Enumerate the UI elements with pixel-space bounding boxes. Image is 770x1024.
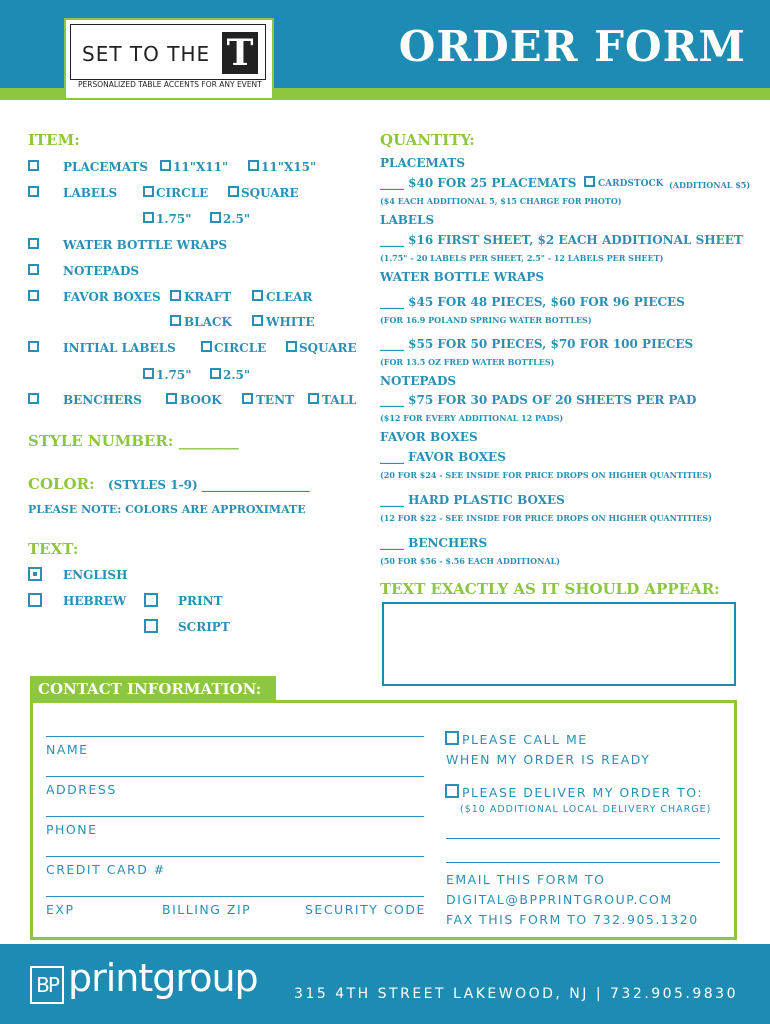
footer-address: 315 4TH STREET LAKEWOOD, NJ | 732.905.9830 <box>294 986 738 1002</box>
script-checkbox[interactable] <box>144 619 158 633</box>
print-checkbox[interactable] <box>144 593 158 607</box>
q-wraps-note-1: (FOR 16.9 POLAND SPRING WATER BOTTLES) <box>380 315 592 325</box>
white-label: WHITE <box>266 315 315 329</box>
q-placemats-heading: PLACEMATS <box>380 156 466 170</box>
initial-circle-label: CIRCLE <box>214 341 267 355</box>
q-labels-heading: LABELS <box>380 213 435 227</box>
clear-label: CLEAR <box>266 290 313 304</box>
phone-label: PHONE <box>46 822 98 837</box>
q-wraps-heading: WATER BOTTLE WRAPS <box>380 270 545 284</box>
placemats-label: PLACEMATS <box>63 160 149 174</box>
labels-25-label: 2.5" <box>223 212 251 226</box>
security-code-label: SECURITY CODE <box>305 902 426 917</box>
initial-labels-checkbox[interactable] <box>28 341 39 352</box>
initial-25-checkbox[interactable] <box>210 368 221 379</box>
initial-circle-checkbox[interactable] <box>201 341 212 352</box>
initial-square-label: SQUARE <box>299 341 357 355</box>
q-notepads-heading: NOTEPADS <box>380 374 457 388</box>
initial-25-label: 2.5" <box>223 368 251 382</box>
q-notepads-note: ($12 FOR EVERY ADDITIONAL 12 PADS) <box>380 413 564 423</box>
q-labels-note: (1.75" - 20 LABELS PER SHEET, 2.5" - 12 LABELS PER SHEET) <box>380 253 664 263</box>
style-number-field[interactable]: STYLE NUMBER: ________ <box>28 432 239 450</box>
notepads-label: NOTEPADS <box>63 264 140 278</box>
notepads-checkbox[interactable] <box>28 264 39 275</box>
q-wraps-price-1[interactable]: ____ $45 FOR 48 PIECES, $60 FOR 96 PIECES <box>380 295 685 309</box>
cardstock-label: CARDSTOCK <box>598 179 664 189</box>
credit-card-label: CREDIT CARD # <box>46 862 166 877</box>
call-me-line-2: WHEN MY ORDER IS READY <box>446 752 651 767</box>
english-label: ENGLISH <box>63 568 128 582</box>
logo-letter: T <box>222 32 258 74</box>
labels-square-label: SQUARE <box>241 186 299 200</box>
address-line[interactable] <box>46 776 424 777</box>
labels-175-checkbox[interactable] <box>143 212 154 223</box>
initial-175-checkbox[interactable] <box>143 368 154 379</box>
name-label: NAME <box>46 742 89 757</box>
clear-checkbox[interactable] <box>252 290 263 301</box>
hebrew-checkbox[interactable] <box>28 593 42 607</box>
q-placemats-price[interactable]: ____ $40 FOR 25 PLACEMATS <box>380 176 577 190</box>
size-11x15-label: 11"X15" <box>261 160 317 174</box>
script-label: SCRIPT <box>178 620 230 634</box>
black-label: BLACK <box>184 315 232 329</box>
email-address[interactable]: DIGITAL@BPPRINTGROUP.COM <box>446 892 673 907</box>
deliver-label: PLEASE DELIVER MY ORDER TO: <box>462 785 704 800</box>
tall-checkbox[interactable] <box>308 393 319 404</box>
labels-circle-label: CIRCLE <box>156 186 209 200</box>
favor-boxes-checkbox[interactable] <box>28 290 39 301</box>
kraft-label: KRAFT <box>184 290 232 304</box>
labels-circle-checkbox[interactable] <box>143 186 154 197</box>
tall-label: TALL <box>322 393 357 407</box>
billing-zip-label: BILLING ZIP <box>162 902 252 917</box>
q-favor-note-2: (12 FOR $22 - SEE INSIDE FOR PRICE DROPS ON HIGHER QUANTITIES) <box>380 513 712 523</box>
credit-card-line[interactable] <box>46 856 424 857</box>
call-me-checkbox[interactable] <box>445 731 459 745</box>
wraps-checkbox[interactable] <box>28 238 39 249</box>
favor-boxes-label: FAVOR BOXES <box>63 290 161 304</box>
labels-175-label: 1.75" <box>156 212 192 226</box>
size-11x11-label: 11"X11" <box>173 160 229 174</box>
fax-line: FAX THIS FORM TO 732.905.1320 <box>446 912 699 927</box>
color-label: COLOR: <box>28 475 95 493</box>
q-favor-price-1[interactable]: ____ FAVOR BOXES <box>380 450 506 464</box>
book-label: BOOK <box>180 393 222 407</box>
bp-logo-name: printgroup <box>68 956 258 1000</box>
initial-labels-label: INITIAL LABELS <box>63 341 176 355</box>
kraft-checkbox[interactable] <box>170 290 181 301</box>
logo-tagline: PERSONALIZED TABLE ACCENTS FOR ANY EVENT <box>78 80 262 89</box>
page-title: ORDER FORM <box>398 22 746 71</box>
text-exactly-box[interactable] <box>382 602 736 686</box>
hebrew-label: HEBREW <box>63 594 127 608</box>
cardstock-checkbox[interactable] <box>584 176 595 187</box>
deliver-line-1[interactable] <box>446 838 720 839</box>
q-benchers-note: (50 FOR $56 - $.56 EACH ADDITIONAL) <box>380 556 561 566</box>
benchers-checkbox[interactable] <box>28 393 39 404</box>
labels-25-checkbox[interactable] <box>210 212 221 223</box>
labels-square-checkbox[interactable] <box>228 186 239 197</box>
deliver-checkbox[interactable] <box>445 784 459 798</box>
q-wraps-price-2[interactable]: ____ $55 FOR 50 PIECES, $70 FOR 100 PIECES <box>380 337 694 351</box>
name-line[interactable] <box>46 736 424 737</box>
size-11x15-checkbox[interactable] <box>248 160 259 171</box>
initial-square-checkbox[interactable] <box>286 341 297 352</box>
black-checkbox[interactable] <box>170 315 181 326</box>
deliver-line-2[interactable] <box>446 862 720 863</box>
logo-text: SET TO THE <box>82 42 211 66</box>
quantity-heading: QUANTITY: <box>380 131 475 149</box>
phone-line[interactable] <box>46 816 424 817</box>
labels-checkbox[interactable] <box>28 186 39 197</box>
placemats-checkbox[interactable] <box>28 160 39 171</box>
tent-label: TENT <box>256 393 294 407</box>
q-placemats-note: ($4 EACH ADDITIONAL 5, $15 CHARGE FOR PHOTO) <box>380 196 622 206</box>
text-exactly-heading: TEXT EXACTLY AS IT SHOULD APPEAR: <box>380 580 720 598</box>
q-labels-price[interactable]: ____ $16 FIRST SHEET, $2 EACH ADDITIONAL SHEET <box>380 233 743 247</box>
tent-checkbox[interactable] <box>242 393 253 404</box>
deliver-note: ($10 ADDITIONAL LOCAL DELIVERY CHARGE) <box>460 804 712 815</box>
size-11x11-checkbox[interactable] <box>160 160 171 171</box>
color-field[interactable]: (STYLES 1-9) __________________ <box>108 478 310 492</box>
call-me-line-1: PLEASE CALL ME <box>462 732 588 747</box>
labels-label: LABELS <box>63 186 118 200</box>
exp-line[interactable] <box>46 896 424 897</box>
exp-label: EXP <box>46 902 75 917</box>
english-checkbox[interactable] <box>28 567 42 581</box>
q-benchers-price[interactable]: ____ BENCHERS <box>380 536 488 550</box>
email-line-1: EMAIL THIS FORM TO <box>446 872 606 887</box>
item-heading: ITEM: <box>28 131 80 149</box>
q-favor-heading: FAVOR BOXES <box>380 430 478 444</box>
colors-note: PLEASE NOTE: COLORS ARE APPROXIMATE <box>28 503 306 516</box>
q-notepads-price[interactable]: ____ $75 FOR 30 PADS OF 20 SHEETS PER PAD <box>380 393 697 407</box>
wraps-label: WATER BOTTLE WRAPS <box>63 238 228 252</box>
benchers-label: BENCHERS <box>63 393 142 407</box>
q-favor-price-2[interactable]: ____ HARD PLASTIC BOXES <box>380 493 565 507</box>
print-label: PRINT <box>178 594 223 608</box>
white-checkbox[interactable] <box>252 315 263 326</box>
text-heading: TEXT: <box>28 540 79 558</box>
q-favor-note-1: (20 FOR $24 - SEE INSIDE FOR PRICE DROPS ON HIGHER QUANTITIES) <box>380 470 712 480</box>
cardstock-note: (ADDITIONAL $5) <box>669 180 751 190</box>
book-checkbox[interactable] <box>166 393 177 404</box>
address-label: ADDRESS <box>46 782 117 797</box>
initial-175-label: 1.75" <box>156 368 192 382</box>
q-wraps-note-2: (FOR 13.5 OZ FRED WATER BOTTLES) <box>380 357 555 367</box>
contact-heading: CONTACT INFORMATION: <box>38 680 262 698</box>
bp-logo-mark: BP <box>30 966 64 1004</box>
